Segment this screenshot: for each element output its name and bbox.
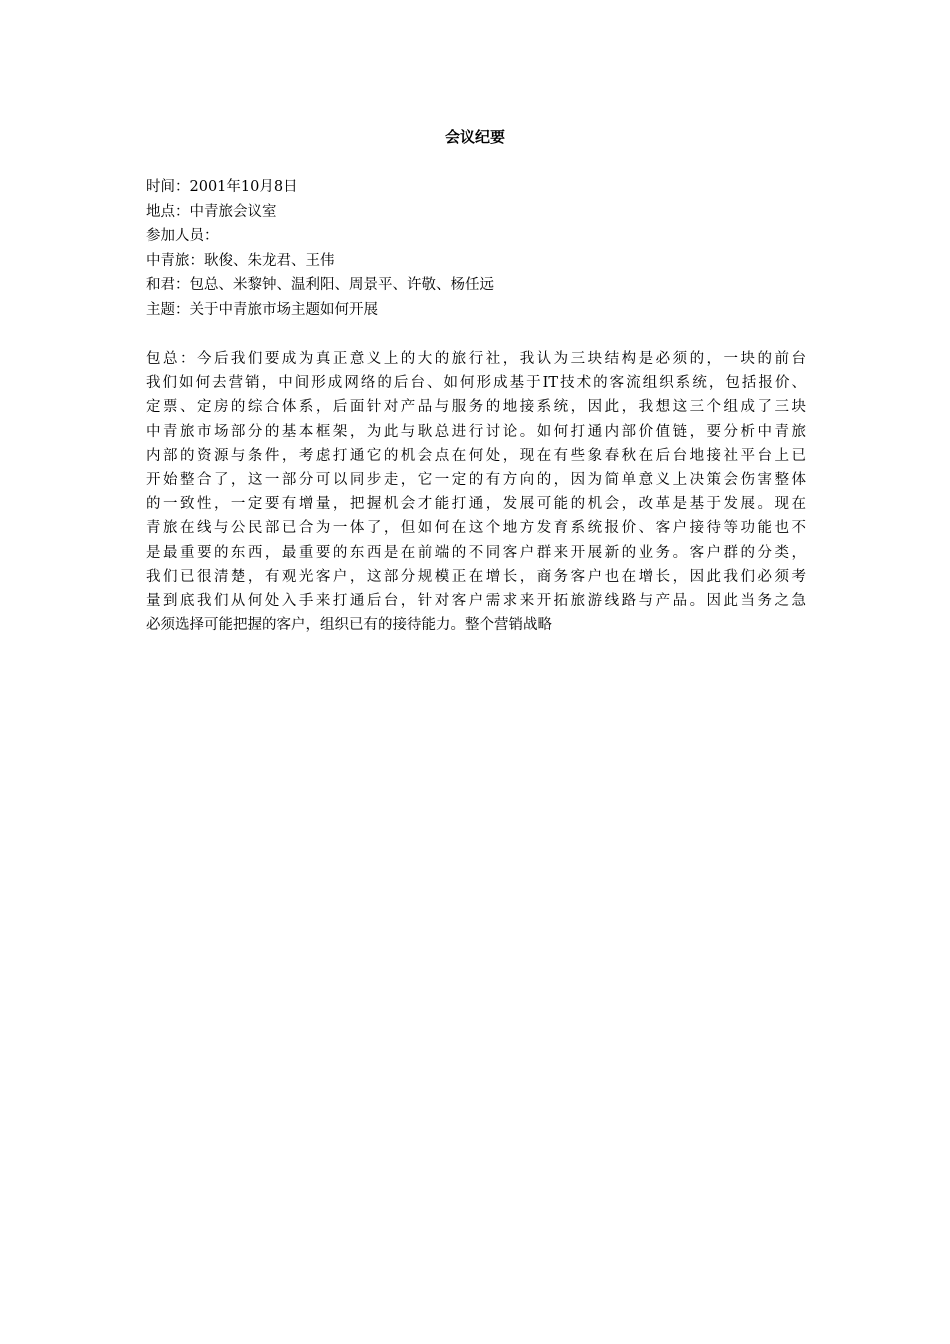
meeting-info [146, 175, 806, 322]
body-line: 包总：今后我们要成为真正意义上的大的旅行社，我认为三块结构是必须的，一块的前台 [146, 351, 806, 367]
meeting-location: 地点：中青旅会议室 [146, 203, 277, 220]
body-line: 开始整合了，这一部分可以同步走，它一定的有方向的，因为简单意义上决策会伤害整体 [146, 472, 806, 489]
body-line: 是最重要的东西，最重要的东西是在前端的不同客户群来开展新的业务。客户群的分类， [146, 544, 806, 561]
meeting-minutes-body [146, 347, 806, 637]
body-line: 我们如何去营销，中间形成网络的后台、如何形成基于IT技术的客流组织系统，包括报价、 [146, 375, 806, 392]
body-line: 定票、定房的综合体系，后面针对产品与服务的地接系统，因此，我想这三个组成了三块 [146, 399, 806, 416]
attendees-cyts: 中青旅：耿俊、朱龙君、王伟 [146, 252, 335, 269]
body-line: 我们已很清楚，有观光客户，这部分规模正在增长，商务客户也在增长，因此我们必须考 [146, 568, 806, 585]
body-line: 必须选择可能把握的客户，组织已有的接待能力。整个营销战略 [146, 617, 552, 634]
body-line: 量到底我们从何处入手来打通后台，针对客户需求来开拓旅游线路与产品。因此当务之急 [146, 593, 806, 610]
body-line: 的一致性，一定要有增量，把握机会才能打通，发展可能的机会，改革是基于发展。现在 [146, 496, 806, 513]
meeting-topic: 主题：关于中青旅市场主题如何开展 [146, 301, 378, 318]
attendees-hejun: 和君：包总、米黎钟、温利阳、周景平、许敬、杨任远 [146, 277, 494, 293]
body-line: 青旅在线与公民部已合为一体了，但如何在这个地方发育系统报价、客户接待等功能也不 [146, 520, 806, 537]
body-line: 中青旅市场部分的基本框架，为此与耿总进行讨论。如何打通内部价值链，要分析中青旅 [146, 423, 806, 440]
document-title: 会议纪要 [444, 128, 505, 146]
attendees-label: 参加人员： [146, 228, 219, 244]
body-line: 内部的资源与条件，考虑打通它的机会点在何处，现在有些象春秋在后台地接社平台上已 [146, 447, 806, 464]
meeting-time: 时间：2001年10月8日 [146, 179, 298, 195]
